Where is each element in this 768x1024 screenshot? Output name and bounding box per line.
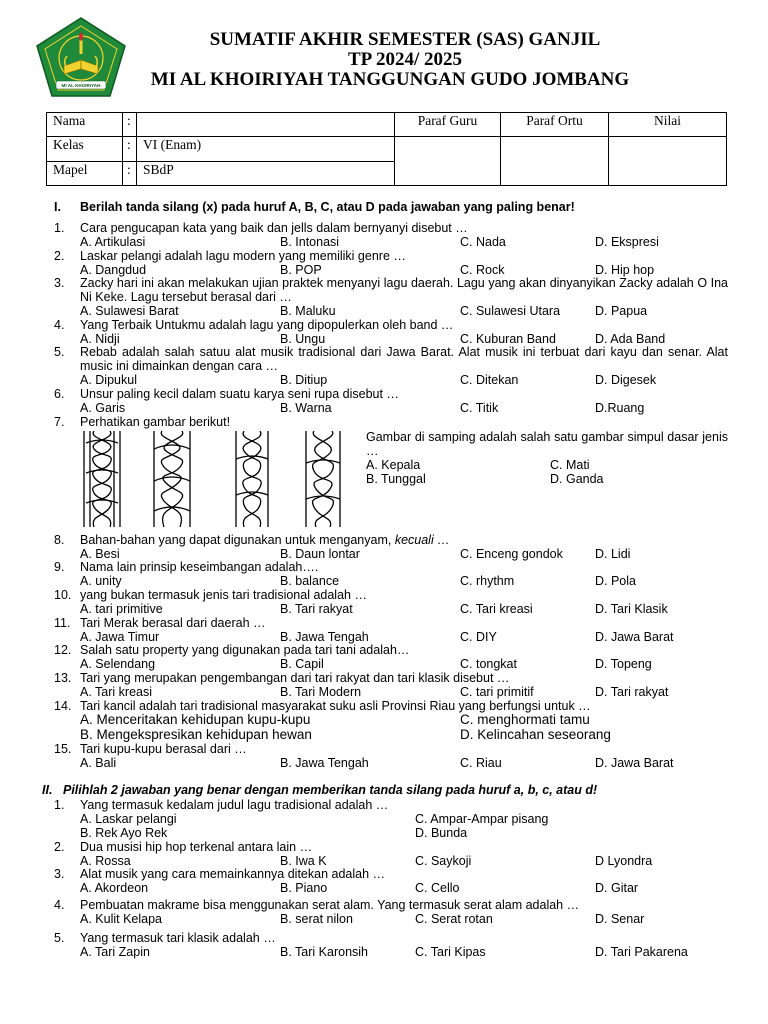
question-8: 8. Bahan-bahan yang dapat digunakan untuk menganyam, kecuali … A. Besi B. Daun lontar C. Enceng gondok D. Lidi — [54, 533, 728, 561]
option-a[interactable]: A. Kepala — [366, 458, 421, 472]
option-d[interactable]: D. Topeng — [595, 657, 652, 671]
colon: : — [123, 113, 137, 137]
question-text: Tari kupu-kupu berasal dari … — [80, 742, 247, 756]
exam-title: SUMATIF AKHIR SEMESTER (SAS) GANJIL — [209, 29, 601, 50]
option-b[interactable]: B. Jawa Tengah — [280, 630, 369, 644]
option-c[interactable]: C. Kuburan Band — [460, 332, 556, 346]
question-3: 3. Zacky hari ini akan melakukan ujian praktek menyanyi lagu daerah. Lagu yang akan dinyanyikan Zacky adalah O Ina Ni Keke. Lagu tersebut berasal dari … A. Sulawesi Barat B. Maluku C. Sulawesi Utara D. Papua — [54, 276, 728, 318]
question-text: Yang termasuk tari klasik adalah … — [80, 931, 276, 945]
question-text: Zacky hari ini akan melakukan ujian praktek menyanyi lagu daerah. Lagu yang akan dinyanyikan Zacky adalah O Ina Ni Keke. Lagu tersebut berasal dari … — [80, 276, 728, 304]
option-c[interactable]: C. Rock — [460, 263, 505, 277]
option-d[interactable]: D. Digesek — [595, 373, 657, 387]
option-c[interactable]: C. Ditekan — [460, 373, 519, 387]
option-d[interactable]: D. Jawa Barat — [595, 630, 674, 644]
section-1-instruction: Berilah tanda silang (x) pada huruf A, B, C, atau D pada jawaban yang paling benar! — [80, 200, 575, 214]
option-d[interactable]: D. Senar — [595, 912, 645, 926]
option-a[interactable]: A. Sulawesi Barat — [80, 304, 179, 318]
option-a[interactable]: A. Rossa — [80, 854, 131, 868]
option-a[interactable]: A. Jawa Timur — [80, 630, 160, 644]
option-c[interactable]: C. Serat rotan — [415, 912, 493, 926]
question-text: Pembuatan makrame bisa menggunakan serat alam. Yang termasuk serat alam adalah … — [80, 898, 580, 912]
question-text: Yang Terbaik Untukmu adalah lagu yang dipopulerkan oleh band … — [80, 318, 454, 332]
section-2-question-4: 4. Pembuatan makrame bisa menggunakan serat alam. Yang termasuk serat alam adalah … A. Kulit Kelapa B. serat nilon C. Serat rotan D. Senar — [54, 898, 728, 926]
option-c[interactable]: C. tongkat — [460, 657, 517, 671]
option-d[interactable]: D. Bunda — [415, 826, 468, 840]
option-b[interactable]: B. serat nilon — [280, 912, 353, 926]
section-2-question-2: 2. Dua musisi hip hop terkenal antara lain … A. Rossa B. Iwa K C. Saykoji D Lyondra — [54, 840, 728, 868]
option-b[interactable]: B. Tari Modern — [280, 685, 362, 699]
option-a[interactable]: A. Akordeon — [80, 881, 149, 895]
option-b[interactable]: B. Capil — [280, 657, 324, 671]
question-6: 6. Unsur paling kecil dalam suatu karya seni rupa disebut … A. Garis B. Warna C. Titik D.Ruang — [54, 387, 728, 415]
option-b[interactable]: B. Mengekspresikan kehidupan hewan — [80, 727, 312, 742]
question-5: 5. Rebab adalah salah satuu alat musik tradisional dari Jawa Barat. Alat musik ini terbuat dari kayu dan senar. Alat music ini dimainkan dengan cara … A. Dipukul B. Ditiup C. Ditekan D. Digesek — [54, 345, 728, 387]
question-text: Perhatikan gambar berikut! — [80, 415, 231, 429]
option-a[interactable]: A. unity — [80, 574, 122, 588]
option-b[interactable]: B. Rek Ayo Rek — [80, 826, 168, 840]
option-d[interactable]: D. Lidi — [595, 547, 631, 561]
option-b[interactable]: B. Jawa Tengah — [280, 756, 369, 770]
question-13: 13. Tari yang merupakan pengembangan dari tari rakyat dan tari klasik disebut … A. Tari kreasi B. Tari Modern C. tari primitif D. Tari rakyat — [54, 671, 728, 699]
option-c[interactable]: C. Ampar-Ampar pisang — [415, 812, 549, 826]
option-a[interactable]: A. Artikulasi — [80, 235, 146, 249]
paraf-ortu-box[interactable] — [501, 137, 609, 186]
field-nama[interactable] — [137, 113, 395, 137]
exam-header — [130, 30, 650, 90]
option-d[interactable]: D. Hip hop — [595, 263, 655, 277]
option-c[interactable]: C. Tari kreasi — [460, 602, 533, 616]
question-text: Salah satu property yang digunakan pada tari tani adalah… — [80, 643, 410, 657]
option-a[interactable]: A. Selendang — [80, 657, 156, 671]
option-d[interactable]: D. Tari rakyat — [595, 685, 669, 699]
option-c[interactable]: C. Sulawesi Utara — [460, 304, 561, 318]
option-b[interactable]: B. Intonasi — [280, 235, 340, 249]
option-d[interactable]: D. Kelincahan seseorang — [460, 727, 611, 742]
paraf-guru-box-lower — [395, 162, 501, 186]
option-b[interactable]: B. Tari rakyat — [280, 602, 353, 616]
macrame-knot-illustration — [80, 431, 346, 527]
section-2-question-1: 1. Yang termasuk kedalam judul lagu tradisional adalah … A. Laskar pelangi C. Ampar-Ampar pisang B. Rek Ayo Rek D. Bunda — [54, 798, 728, 840]
option-a[interactable]: A. Bali — [80, 756, 117, 770]
question-text: Laskar pelangi adalah lagu modern yang memiliki genre … — [80, 249, 406, 263]
question-text: Cara pengucapan kata yang baik dan jells dalam bernyanyi disebut … — [80, 221, 468, 235]
section-2-instruction: Pilihlah 2 jawaban yang benar dengan memberikan tanda silang pada huruf a, b, c, atau d! — [63, 783, 598, 797]
section-2-label: II. — [42, 783, 53, 797]
logo-ribbon-text: MI AL KHOIRIYAH — [61, 83, 101, 89]
option-a[interactable]: A. Nidji — [80, 332, 120, 346]
question-text: Rebab adalah salah satuu alat musik tradisional dari Jawa Barat. Alat musik ini terbuat dari kayu dan senar. Alat music ini dimainkan dengan cara … — [80, 345, 728, 373]
question-text: Tari yang merupakan pengembangan dari tari rakyat dan tari klasik disebut … — [80, 671, 510, 685]
option-a[interactable]: A. Garis — [80, 401, 126, 415]
option-a[interactable]: A. Besi — [80, 547, 120, 561]
option-c[interactable]: C. Enceng gondok — [460, 547, 563, 561]
header-paraf-ortu: Paraf Ortu — [501, 113, 609, 137]
option-b[interactable]: B. Maluku — [280, 304, 336, 318]
question-7: 7. Perhatikan gambar berikut! — [54, 415, 354, 429]
option-c[interactable]: C. Tari Kipas — [415, 945, 486, 959]
question-11: 11. Tari Merak berasal dari daerah … A. Jawa Timur B. Jawa Tengah C. DIY D. Jawa Barat — [54, 616, 728, 644]
school-name: MI AL KHOIRIYAH TANGGUNGAN GUDO JOMBANG — [150, 69, 630, 90]
question-text: Dua musisi hip hop terkenal antara lain … — [80, 840, 313, 854]
option-d[interactable]: D. Tari Pakarena — [595, 945, 688, 959]
question-text: Yang termasuk kedalam judul lagu tradisional adalah … — [80, 798, 389, 812]
option-c[interactable]: C. rhythm — [460, 574, 515, 588]
label-mapel: Mapel — [47, 162, 123, 186]
question-text: Nama lain prinsip keseimbangan adalah…. — [80, 560, 319, 574]
option-b[interactable]: B. Warna — [280, 401, 332, 415]
option-b[interactable]: B. Tunggal — [366, 472, 426, 486]
option-c[interactable]: C. menghormati tamu — [460, 712, 590, 727]
option-c[interactable]: C. tari primitif — [460, 685, 534, 699]
question-14: 14. Tari kancil adalah tari tradisional masyarakat suku asli Provinsi Riau yang berfungsi untuk … A. Menceritakan kehidupan kupu-kupu C. menghormati tamu B. Mengekspresikan kehidupan hewan D. Kelincahan seseorang — [54, 699, 728, 743]
option-c[interactable]: C. Titik — [460, 401, 499, 415]
question-2: 2. Laskar pelangi adalah lagu modern yang memiliki genre … A. Dangdud B. POP C. Rock D. Hip hop — [54, 249, 728, 277]
option-c[interactable]: C. Saykoji — [415, 854, 472, 868]
option-b[interactable]: B. Ditiup — [280, 373, 328, 387]
option-d[interactable]: D. Papua — [595, 304, 648, 318]
option-a[interactable]: A. Kulit Kelapa — [80, 912, 162, 926]
option-b[interactable]: B. Iwa K — [280, 854, 327, 868]
option-b[interactable]: B. Daun lontar — [280, 547, 360, 561]
option-d[interactable]: D.Ruang — [595, 401, 645, 415]
option-b[interactable]: B. balance — [280, 574, 340, 588]
option-a[interactable]: A. Tari Zapin — [80, 945, 150, 959]
option-b[interactable]: B. Ungu — [280, 332, 326, 346]
header-paraf-guru: Paraf Guru — [395, 113, 501, 137]
section-2-question-5: 5. Yang termasuk tari klasik adalah … A. Tari Zapin B. Tari Karonsih C. Tari Kipas D. Tari Pakarena — [54, 931, 728, 959]
question-15: 15. Tari kupu-kupu berasal dari … A. Bali B. Jawa Tengah C. Riau D. Jawa Barat — [54, 742, 728, 770]
option-a[interactable]: A. Menceritakan kehidupan kupu-kupu — [80, 712, 311, 727]
school-logo — [34, 16, 128, 98]
option-d[interactable]: D. Ganda — [550, 472, 604, 486]
option-b[interactable]: B. Tari Karonsih — [280, 945, 369, 959]
label-kelas: Kelas — [47, 137, 123, 162]
colon: : — [123, 137, 137, 162]
option-d[interactable]: D. Gitar — [595, 881, 639, 895]
question-text: Unsur paling kecil dalam suatu karya seni rupa disebut … — [80, 387, 399, 401]
option-a[interactable]: A. Laskar pelangi — [80, 812, 177, 826]
label-nama: Nama — [47, 113, 123, 137]
question-text: Bahan-bahan yang dapat digunakan untuk menganyam, kecuali … — [80, 533, 450, 547]
colon: : — [123, 162, 137, 186]
option-a[interactable]: A. Dangdud — [80, 263, 147, 277]
option-d[interactable]: D Lyondra — [595, 854, 653, 868]
option-a[interactable]: A. Tari kreasi — [80, 685, 153, 699]
question-4: 4. Yang Terbaik Untukmu adalah lagu yang dipopulerkan oleh band … A. Nidji B. Ungu C. Kuburan Band D. Ada Band — [54, 318, 728, 346]
field-kelas[interactable]: VI (Enam) — [137, 137, 395, 162]
option-b[interactable]: B. Piano — [280, 881, 328, 895]
question-text: Gambar di samping adalah salah satu gambar simpul dasar jenis … — [366, 430, 728, 458]
question-10: 10. yang bukan termasuk jenis tari tradisional adalah … A. tari primitive B. Tari rakyat C. Tari kreasi D. Tari Klasik — [54, 588, 728, 616]
field-mapel[interactable]: SBdP — [137, 162, 395, 186]
student-info-table — [46, 112, 727, 186]
paraf-guru-box[interactable] — [395, 137, 501, 162]
option-d[interactable]: D. Ada Band — [595, 332, 666, 346]
nilai-box[interactable] — [609, 137, 727, 186]
option-c[interactable]: C. DIY — [460, 630, 497, 644]
section-2-question-3: 3. Alat musik yang cara memainkannya ditekan adalah … A. Akordeon B. Piano C. Cello D. Gitar — [54, 867, 728, 895]
section-1-label: I. — [54, 200, 61, 214]
option-d[interactable]: D. Pola — [595, 574, 636, 588]
question-text: Tari kancil adalah tari tradisional masyarakat suku asli Provinsi Riau yang berfungsi untuk … — [80, 699, 591, 713]
option-d[interactable]: D. Tari Klasik — [595, 602, 668, 616]
question-text: Tari Merak berasal dari daerah … — [80, 616, 266, 630]
school-year: TP 2024/ 2025 — [347, 49, 462, 70]
option-c[interactable]: C. Mati — [550, 458, 590, 472]
option-c[interactable]: C. Riau — [460, 756, 502, 770]
question-9: 9. Nama lain prinsip keseimbangan adalah…. A. unity B. balance C. rhythm D. Pola — [54, 560, 728, 588]
option-a[interactable]: A. tari primitive — [80, 602, 163, 616]
option-c[interactable]: C. Nada — [460, 235, 506, 249]
option-a[interactable]: A. Dipukul — [80, 373, 137, 387]
header-nilai: Nilai — [609, 113, 727, 137]
option-d[interactable]: D. Jawa Barat — [595, 756, 674, 770]
question-7-side-text — [366, 430, 728, 486]
question-text: Alat musik yang cara memainkannya ditekan adalah … — [80, 867, 386, 881]
question-12: 12. Salah satu property yang digunakan pada tari tani adalah… A. Selendang B. Capil C. tongkat D. Topeng — [54, 643, 728, 671]
question-1: 1. Cara pengucapan kata yang baik dan jells dalam bernyanyi disebut … A. Artikulasi B. Intonasi C. Nada D. Ekspresi — [54, 221, 728, 249]
option-c[interactable]: C. Cello — [415, 881, 460, 895]
question-text: yang bukan termasuk jenis tari tradisional adalah … — [80, 588, 367, 602]
option-d[interactable]: D. Ekspresi — [595, 235, 659, 249]
option-b[interactable]: B. POP — [280, 263, 322, 277]
